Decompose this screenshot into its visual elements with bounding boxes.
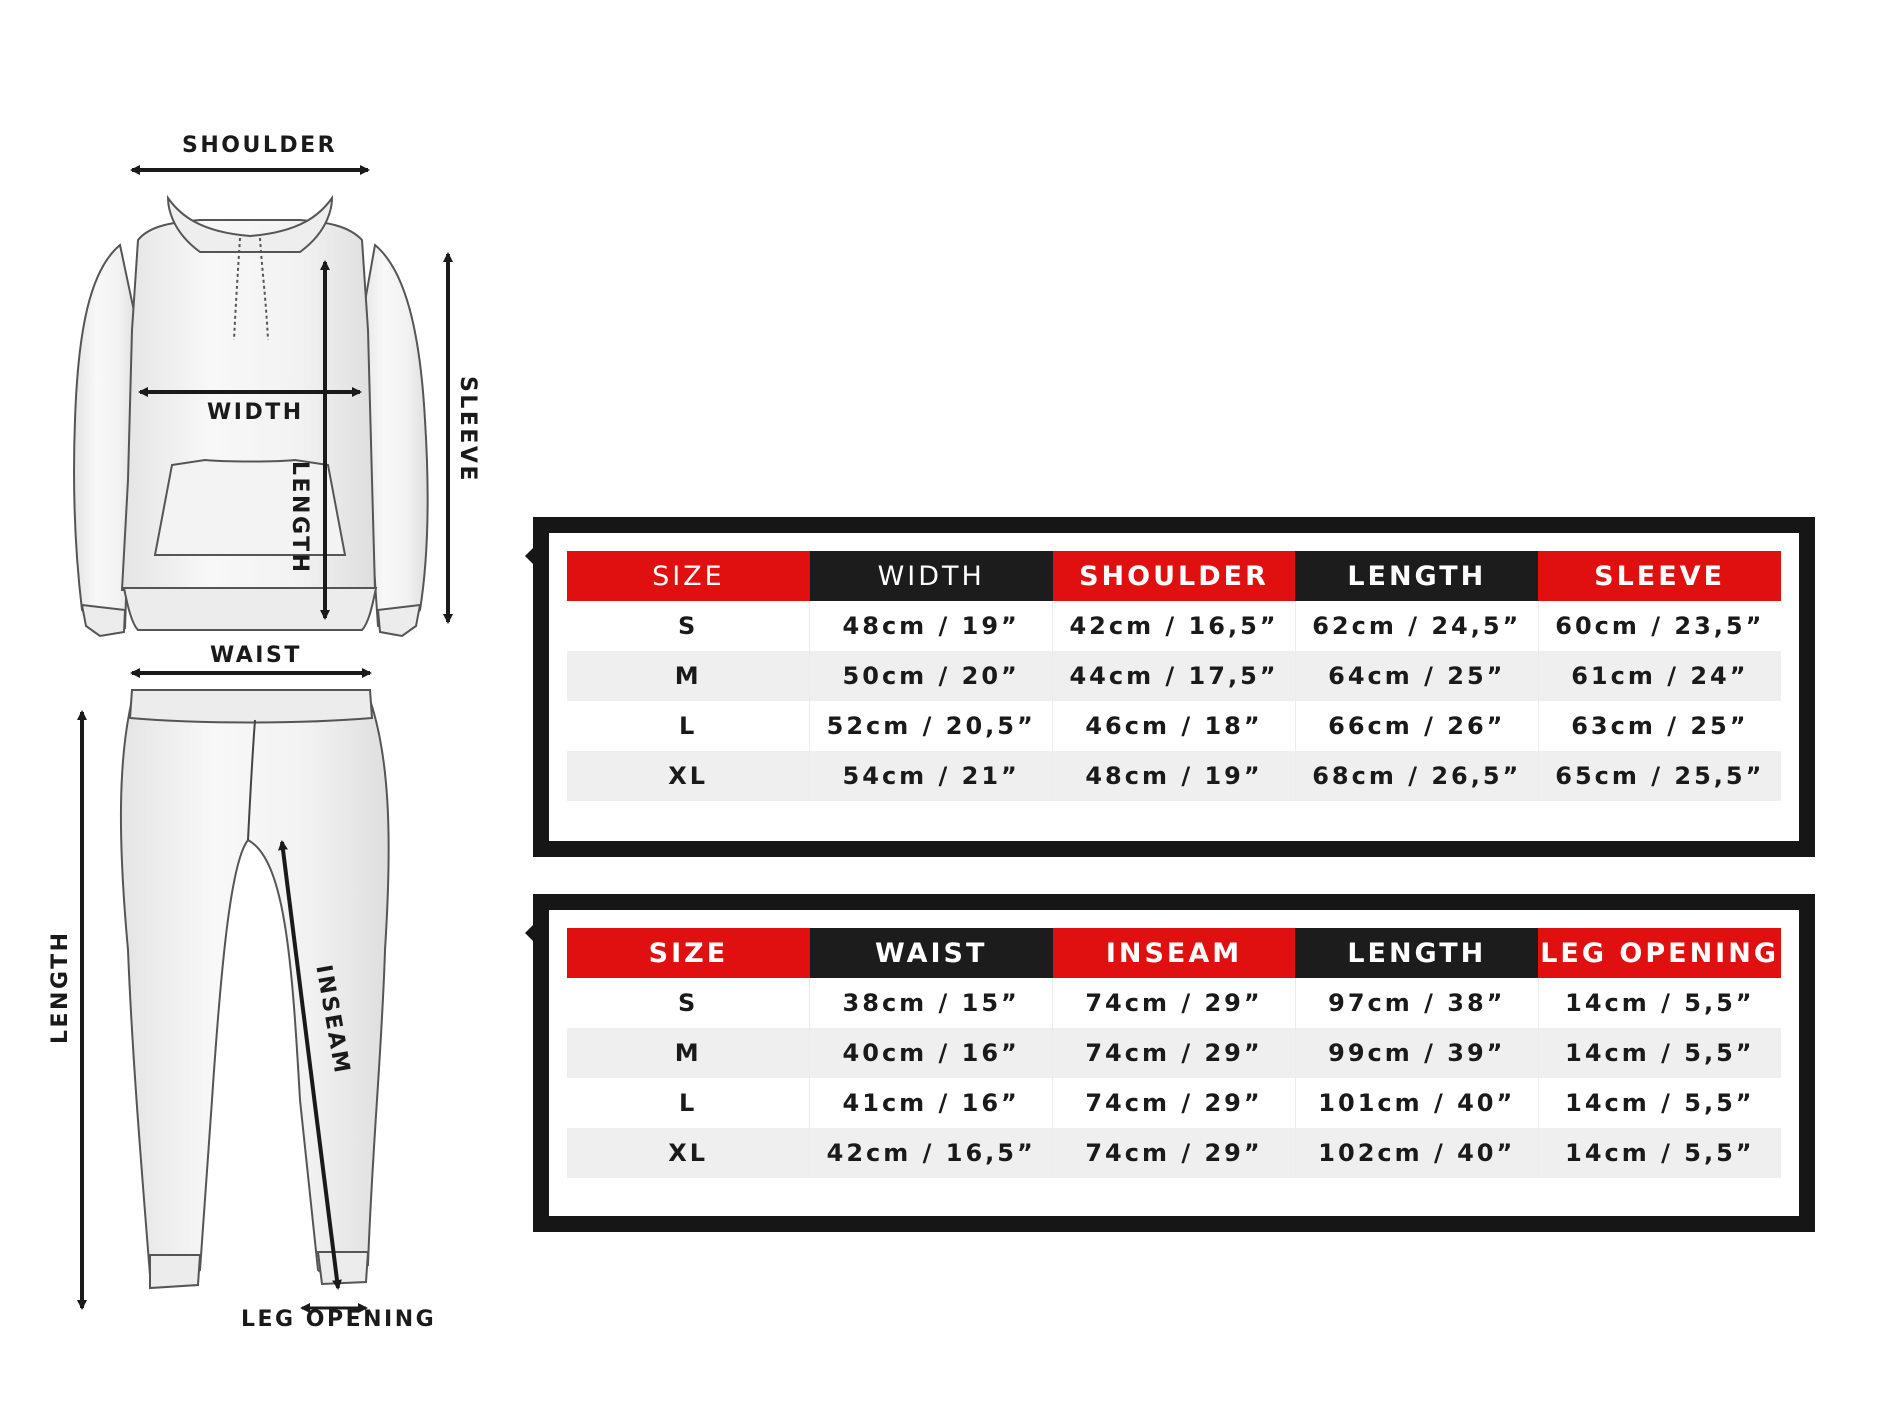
table-row: [567, 751, 1781, 801]
hoodie-col-width: WIDTH: [810, 551, 1053, 601]
leg-opening-cell: 14cm / 5,5”: [1565, 1089, 1755, 1117]
size-cell: XL: [567, 1128, 810, 1178]
inseam-cell: 74cm / 29”: [1053, 1128, 1296, 1178]
size-cell: S: [567, 978, 810, 1028]
table-row: [567, 701, 1781, 751]
sleeve-cell: 60cm / 23,5”: [1555, 612, 1765, 640]
inseam-cell: 74cm / 29”: [1053, 1028, 1296, 1078]
waist-cell: 42cm / 16,5”: [810, 1128, 1053, 1178]
pants-col-leg-opening: LEG OPENING: [1538, 928, 1781, 978]
size-cell: M: [567, 651, 810, 701]
size-cell: M: [567, 1028, 810, 1078]
table-row: [567, 1128, 1781, 1178]
table-row: [567, 978, 1781, 1028]
garment-illustration: [0, 0, 520, 1397]
length-cell: 97cm / 38”: [1295, 978, 1538, 1028]
pants-drawing: [121, 690, 389, 1288]
leg-opening-cell: 14cm / 5,5”: [1565, 989, 1755, 1017]
length-cell: 99cm / 39”: [1295, 1028, 1538, 1078]
waist-cell: 40cm / 16”: [810, 1028, 1053, 1078]
width-cell: 54cm / 21”: [810, 751, 1053, 801]
measurement-diagram: [0, 0, 520, 1397]
hoodie-col-length: LENGTH: [1295, 551, 1538, 601]
sleeve-label: SLEEVE: [455, 376, 480, 483]
width-cell: 52cm / 20,5”: [810, 701, 1053, 751]
pants-size-panel: [533, 894, 1815, 1232]
shoulder-cell: 48cm / 19”: [1053, 751, 1296, 801]
hoodie-col-shoulder: SHOULDER: [1053, 551, 1296, 601]
table-row: [567, 651, 1781, 701]
width-cell: 50cm / 20”: [810, 651, 1053, 701]
size-cell: L: [567, 1078, 810, 1128]
inseam-label: INSEAM: [310, 963, 355, 1078]
table-row: [567, 601, 1781, 651]
sleeve-cell: 65cm / 25,5”: [1538, 751, 1781, 801]
leg-opening-cell: 14cm / 5,5”: [1538, 1028, 1781, 1078]
shoulder-label: SHOULDER: [182, 133, 338, 158]
leg-opening-cell: 14cm / 5,5”: [1538, 1128, 1781, 1178]
waist-label: WAIST: [210, 643, 302, 668]
length-cell: 101cm / 40”: [1295, 1078, 1538, 1128]
hoodie-table-header: [567, 551, 1781, 601]
pants-table-header: [567, 928, 1781, 978]
hoodie-size-table: [567, 551, 1781, 801]
size-cell: L: [567, 701, 810, 751]
hoodie-size-panel: [533, 517, 1815, 857]
width-cell: 48cm / 19”: [810, 601, 1053, 651]
inseam-cell: 74cm / 29”: [1053, 978, 1296, 1028]
shoulder-cell: 44cm / 17,5”: [1053, 651, 1296, 701]
table-row: [567, 1028, 1781, 1078]
pants-size-table: [567, 928, 1781, 1178]
hoodie-col-size: SIZE: [567, 551, 810, 601]
pants-col-inseam: INSEAM: [1053, 928, 1296, 978]
length-cell: 64cm / 25”: [1295, 651, 1538, 701]
width-label: WIDTH: [207, 400, 304, 425]
leg-opening-label: LEG OPENING: [241, 1307, 437, 1332]
waist-cell: 38cm / 15”: [810, 978, 1053, 1028]
sleeve-cell: 63cm / 25”: [1571, 712, 1749, 740]
inseam-cell: 74cm / 29”: [1053, 1078, 1296, 1128]
waist-cell: 41cm / 16”: [810, 1078, 1053, 1128]
shoulder-cell: 42cm / 16,5”: [1053, 601, 1296, 651]
shoulder-cell: 46cm / 18”: [1053, 701, 1296, 751]
pants-length-label: LENGTH: [48, 930, 73, 1044]
hoodie-length-label: LENGTH: [287, 461, 312, 575]
pants-col-size: SIZE: [567, 928, 810, 978]
length-cell: 62cm / 24,5”: [1295, 601, 1538, 651]
sleeve-cell: 61cm / 24”: [1538, 651, 1781, 701]
table-row: [567, 1078, 1781, 1128]
length-cell: 66cm / 26”: [1295, 701, 1538, 751]
hoodie-col-sleeve: SLEEVE: [1538, 551, 1781, 601]
pants-col-waist: WAIST: [810, 928, 1053, 978]
length-cell: 102cm / 40”: [1295, 1128, 1538, 1178]
size-cell: S: [567, 601, 810, 651]
size-cell: XL: [567, 751, 810, 801]
length-cell: 68cm / 26,5”: [1295, 751, 1538, 801]
pants-col-length: LENGTH: [1295, 928, 1538, 978]
